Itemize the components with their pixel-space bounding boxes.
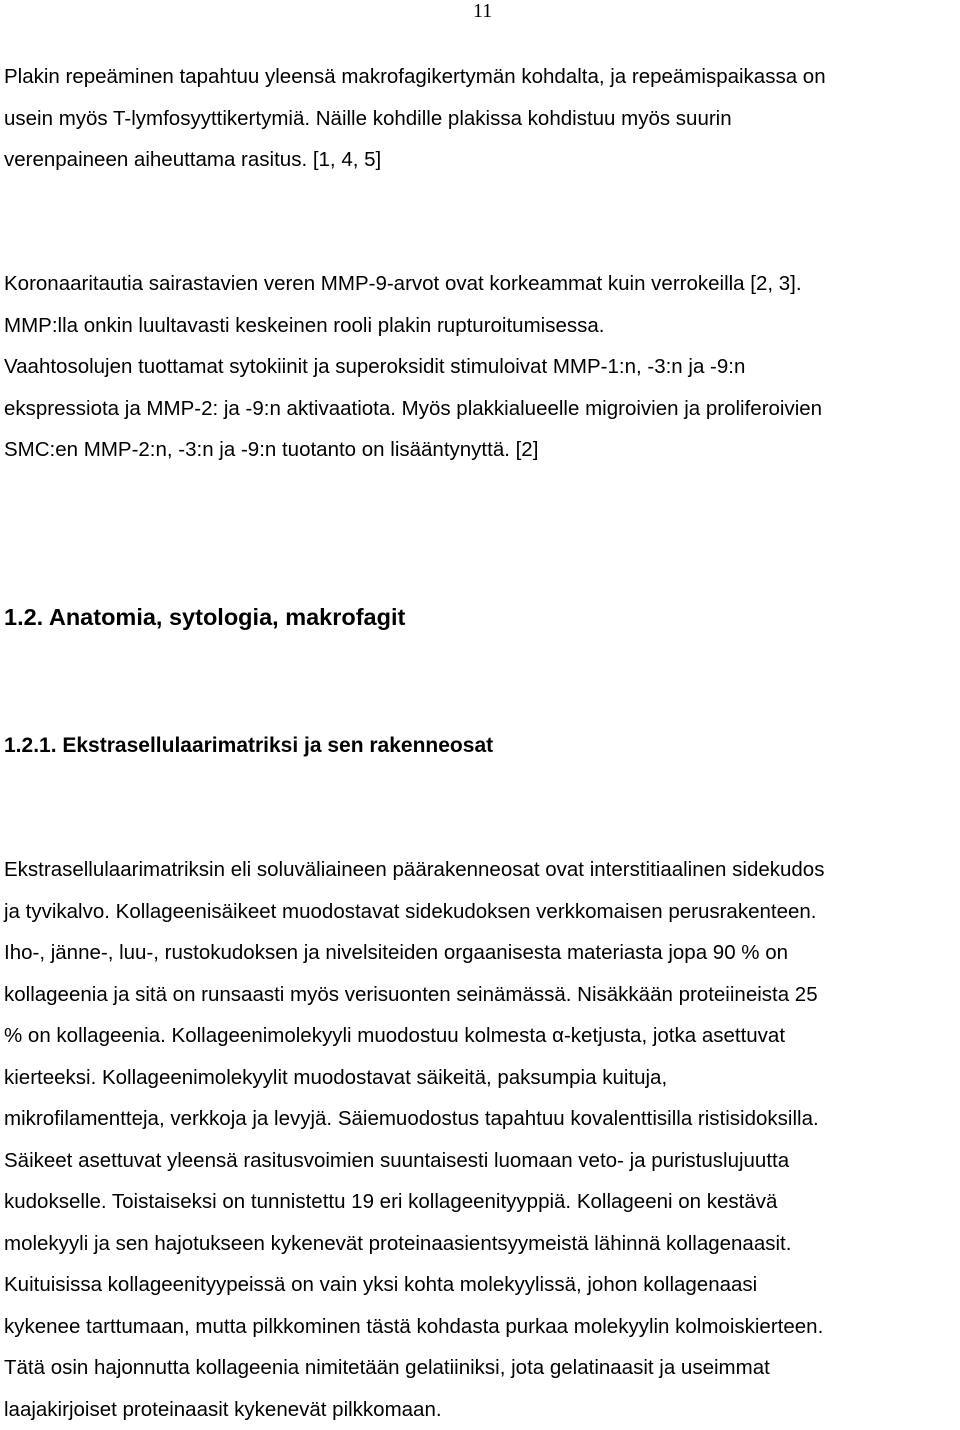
text-line: Vaahtosolujen tuottamat sytokiinit ja superoksidit stimuloivat MMP-1:n, -3:n ja -9:n bbox=[4, 346, 958, 388]
text-line: % on kollageenia. Kollageenimolekyyli muodostuu kolmesta α-ketjusta, jotka asettuvat bbox=[4, 1015, 958, 1057]
text-line: kollageenia ja sitä on runsaasti myös verisuonten seinämässä. Nisäkkään proteiineista 25 bbox=[4, 974, 958, 1016]
text-line: kierteeksi. Kollageenimolekyylit muodostavat säikeitä, paksumpia kuituja, bbox=[4, 1057, 958, 1099]
text-line: MMP:lla onkin luultavasti keskeinen rooli plakin rupturoitumisessa. bbox=[4, 305, 958, 347]
paragraph-extracellular-matrix bbox=[4, 849, 958, 1430]
text-line: Kuituisissa kollageenityypeissä on vain yksi kohta molekyylissä, johon kollagenaasi bbox=[4, 1264, 958, 1306]
text-line: Säikeet asettuvat yleensä rasitusvoimien suuntaisesti luomaan veto- ja puristuslujuutta bbox=[4, 1140, 958, 1182]
text-line: kudokselle. Toistaiseksi on tunnistettu 19 eri kollageenityyppiä. Kollageeni on kestävä bbox=[4, 1181, 958, 1223]
text-line: Plakin repeäminen tapahtuu yleensä makrofagikertymän kohdalta, ja repeämispaikassa on bbox=[4, 56, 958, 98]
text-line: SMC:en MMP-2:n, -3:n ja -9:n tuotanto on lisääntynyttä. [2] bbox=[4, 429, 958, 471]
text-line: molekyyli ja sen hajotukseen kykenevät proteinaasientsyymeistä lähinnä kollagenaasit. bbox=[4, 1223, 958, 1265]
page-number: 11 bbox=[473, 0, 492, 22]
text-line: Tätä osin hajonnutta kollageenia nimitetään gelatiiniksi, jota gelatinaasit ja useimmat bbox=[4, 1347, 958, 1389]
paragraph-mmp bbox=[4, 263, 958, 471]
text-line: laajakirjoiset proteinaasit kykenevät pilkkomaan. bbox=[4, 1389, 958, 1430]
text-line: Iho-, jänne-, luu-, rustokudoksen ja nivelsiteiden orgaanisesta materiasta jopa 90 % on bbox=[4, 932, 958, 974]
section-heading: 1.2. Anatomia, sytologia, makrofagit bbox=[4, 602, 405, 632]
text-line: ekspressiota ja MMP-2: ja -9:n aktivaatiota. Myös plakkialueelle migroivien ja proliferoivien bbox=[4, 388, 958, 430]
text-line: verenpaineen aiheuttama rasitus. [1, 4, 5] bbox=[4, 139, 958, 181]
text-line: kykenee tarttumaan, mutta pilkkominen tästä kohdasta purkaa molekyylin kolmoiskierteen. bbox=[4, 1306, 958, 1348]
text-line: Koronaaritautia sairastavien veren MMP-9-arvot ovat korkeammat kuin verrokeilla [2, 3]. bbox=[4, 263, 958, 305]
subsection-heading: 1.2.1. Ekstrasellulaarimatriksi ja sen rakenneosat bbox=[4, 732, 493, 760]
text-line: usein myös T-lymfosyyttikertymiä. Näille kohdille plakissa kohdistuu myös suurin bbox=[4, 98, 958, 140]
text-line: Ekstrasellulaarimatriksin eli soluväliaineen päärakenneosat ovat interstitiaalinen sidekudos bbox=[4, 849, 958, 891]
text-line: mikrofilamentteja, verkkoja ja levyjä. Säiemuodostus tapahtuu kovalenttisilla ristisidoksilla. bbox=[4, 1098, 958, 1140]
text-line: ja tyvikalvo. Kollageenisäikeet muodostavat sidekudoksen verkkomaisen perusrakenteen. bbox=[4, 891, 958, 933]
paragraph-plaque-rupture bbox=[4, 56, 958, 181]
